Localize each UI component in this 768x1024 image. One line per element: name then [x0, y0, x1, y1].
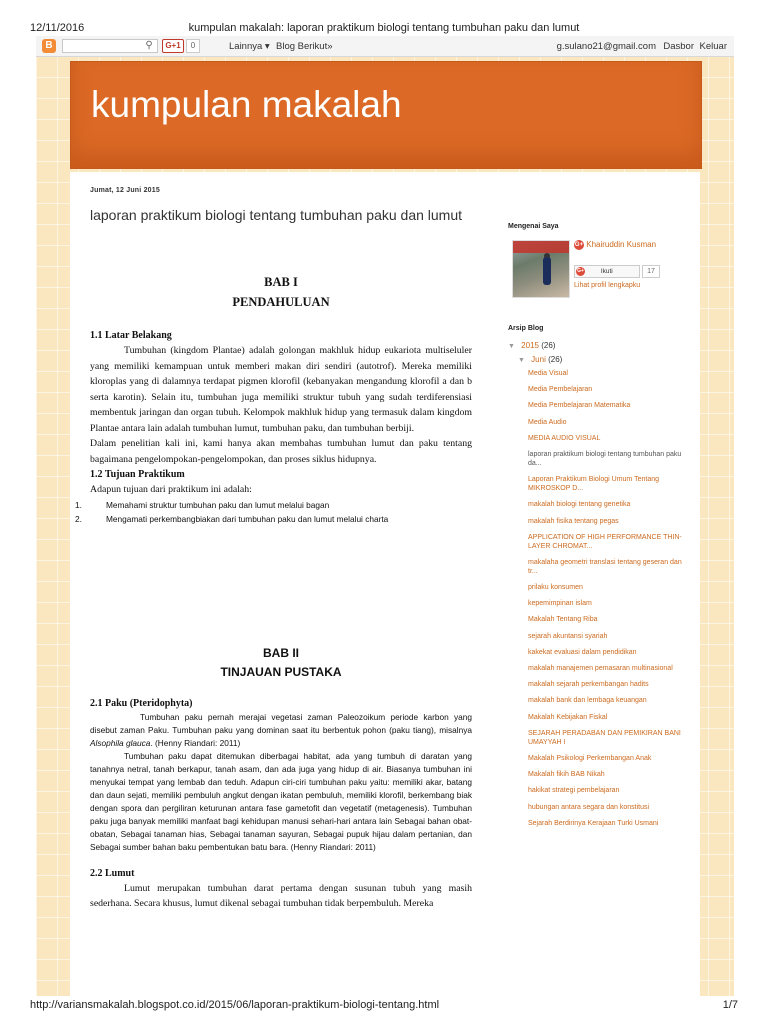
archive-post-link[interactable]: Makalah Tentang Riba	[528, 616, 598, 624]
archive-post-link[interactable]: Makalah fikih BAB Nikah	[528, 771, 605, 779]
print-header	[0, 0, 768, 36]
chapter-heading: BAB II	[263, 645, 299, 660]
blog-title[interactable]: kumpulan makalah	[91, 84, 402, 125]
follower-count: 17	[642, 265, 660, 278]
list-item: 1. Memahami struktur tumbuhan paku dan lumut melalui bagan	[75, 499, 330, 510]
archive-post-link[interactable]: Media Pembelajaran Matematika	[528, 402, 631, 410]
archive-post-link[interactable]: prilaku konsumen	[528, 584, 583, 592]
archive-post-link[interactable]: MEDIA AUDIO VISUAL	[528, 434, 601, 442]
paragraph: Dalam penelitian kali ini, kami hanya akan membahas tumbuhan lumut dan paku tentang bagaimana pengelompokan-pengelompokan, dan proses siklus hidupnya.	[90, 438, 472, 465]
print-footer	[0, 994, 768, 1024]
archive-post-link[interactable]: makalah manajemen pemasaran multinasional	[528, 665, 673, 672]
list-item: 2. Mengamati perkembangbiakan dari tumbuhan paku dan lumut melalui charta	[75, 513, 389, 524]
gplus-icon: G+	[574, 242, 584, 248]
blogger-navbar	[36, 36, 734, 57]
account-email[interactable]: g.sulano21@gmail.com	[556, 41, 656, 52]
archive-post-link[interactable]: hakikat strategi pembelajaran	[528, 787, 620, 795]
dashboard-link[interactable]: Dasbor	[663, 41, 694, 52]
paragraph: Tumbuhan (kingdom Plantae) adalah golongan makhluk hidup eukariota multiseluler yang memiliki kemampuan untuk memberi makan diri sendiri (autotrof). Mereka memiliki kloroplas yang di dalamnya terdapat pigmen klorofil (kebanyakan mengandung klorofil a dan b serta karotin). Selain itu, tumbuhan juga memiliki struktur tubuh yang sudah terdiferensiasi membentuk jaringan dan organ tubuh. Kelompok makhluk hidup yang termasuk dalam kingdom Plantae antara lain adalah tumbuhan lumut, tumbuhan paku, dan tumbuhan berbiji.	[90, 345, 472, 434]
archive-post-link[interactable]: Makalah Kebijakan Fiskal	[528, 713, 608, 721]
archive-post-link[interactable]: Media Pembelajaran	[528, 386, 593, 394]
post-date: Jumat, 12 Juni 2015	[90, 187, 160, 194]
archive-post-link[interactable]: hubungan antara segara dan konstitusi	[528, 803, 650, 811]
archive-post-link[interactable]: kakekat evaluasi dalam pendidikan	[528, 648, 637, 656]
toggle-down-icon[interactable]: ▼	[518, 357, 525, 364]
archive-post-link[interactable]: Laporan Praktikum Biologi Umum Tentang MIKROSKOP D...	[528, 476, 659, 493]
archive-post-link[interactable]: sejarah akuntansi syariah	[528, 632, 608, 640]
chapter-title: PENDAHULUAN	[232, 295, 330, 309]
archive-post-link[interactable]: kepemimpinan islam	[528, 600, 592, 608]
follow-button[interactable]: G+ Ikuti	[574, 265, 640, 278]
gplus-icon: G+	[577, 267, 584, 274]
print-date: 12/11/2016	[30, 22, 85, 34]
gplus-count: 0	[186, 39, 200, 53]
gplus-one-button[interactable]: G+1	[162, 39, 184, 53]
archive-post-link[interactable]: makalah fisika tentang pegas	[528, 517, 619, 525]
archive-post-link-current[interactable]: laporan praktikum biologi tentang tumbuhan paku da...	[528, 450, 682, 467]
page-number: 1/7	[722, 999, 738, 1011]
post-body	[75, 272, 472, 912]
view-profile-link[interactable]: Lihat profil lengkapku	[574, 282, 641, 289]
print-title: kumpulan makalah: laporan praktikum biologi tentang tumbuhan paku dan lumut	[188, 22, 580, 34]
paragraph: Tumbuhan paku dapat ditemukan diberbagai habitat, ada yang tumbuh di daratan yang tanahnya netral, tanah berkapur, tanah asam, dan ada juga yang hidup di air. Biasanya tumbuhan ini menyukai tempat yang lembab dan teduh. Adapun ciri-ciri tumbuhan paku yaitu: memiliki akar, batang dan daun sejati, memiliki pembuluh angkut dengan ikatan pembuluh, memiliki klorofil, berkembang biak dengan spora dan pergiliran keturunan antara fase gametofit dan vegetatif (metagenesis). Tumbuhan paku juga banyak memiliki manfaat bagi kehidupan manusi sehari-hari antara lain Sebagai bahan obat-obatan, Sebagai tanaman hias, Sebagai tanaman sayuran, Sebagai pupuk hijau dalam pertanian, dan Sebagai sumber bahan baku pembentukan batu bara. (Henny Riandari: 2011)	[90, 750, 472, 852]
search-icon[interactable]: ⚲	[145, 40, 153, 51]
more-menu[interactable]: Lainnya ▾	[229, 41, 270, 52]
profile-photo[interactable]	[512, 240, 570, 298]
section-heading: 1.2 Tujuan Praktikum	[90, 469, 185, 480]
archive-month[interactable]: ▼ Juni (26)	[518, 355, 563, 364]
chapter-title: TINJAUAN PUSTAKA	[220, 664, 342, 679]
about-heading: Mengenai Saya	[508, 223, 559, 230]
archive-list	[508, 369, 688, 835]
archive-post-link[interactable]: makalah biologi tentang genetika	[528, 501, 631, 509]
archive-heading: Arsip Blog	[508, 325, 544, 332]
archive-post-link[interactable]: Media Visual	[528, 370, 568, 377]
archive-post-link[interactable]: makalah sejarah perkembangan hadits	[528, 681, 649, 689]
print-url: http://variansmakalah.blogspot.co.id/2015/06/laporan-praktikum-biologi-tentang.html	[30, 999, 440, 1011]
blog-frame	[36, 36, 734, 996]
archive-post-link[interactable]: APPLICATION OF HIGH PERFORMANCE THIN-LAYER CHROMAT...	[528, 533, 682, 550]
archive-post-link[interactable]: makalah bank dan lembaga keuangan	[528, 697, 647, 705]
paragraph: Lumut merupakan tumbuhan darat pertama dengan susunan tubuh yang masih sederhana. Secara khusus, lumut dikenal sebagai tumbuhan tidak berpembuluh. Mereka	[90, 882, 472, 909]
logout-link[interactable]: Keluar	[699, 41, 727, 52]
section-heading: 2.1 Paku (Pteridophyta)	[90, 697, 193, 709]
archive-post-link[interactable]: Makalah Psikologi Perkembangan Anak	[528, 754, 652, 762]
content-area	[70, 172, 700, 996]
toggle-down-icon[interactable]: ▼	[508, 343, 515, 350]
blog-header	[70, 61, 702, 169]
post-title: laporan praktikum biologi tentang tumbuhan paku dan lumut	[90, 207, 463, 223]
paragraph: Tumbuhan paku pernah merajai vegetasi zaman Paleozoikum periode karbon yang disebut zaman Paku. Tumbuhan paku yang dominan saat itu berbentuk pohon (paku tiang), misalnya Alsophila glauca. (Henny Riandari: 2011)	[90, 711, 472, 748]
archive-post-link[interactable]: Sejarah Berdirinya Kerajaan Turki Usmani	[528, 819, 659, 827]
archive-post-link[interactable]: SEJARAH PERADABAN DAN PEMIKIRAN BANI UMAYYAH I	[528, 729, 681, 746]
archive-post-link[interactable]: Media Audio	[528, 418, 567, 426]
section-heading: 1.1 Latar Belakang	[90, 330, 172, 341]
chapter-heading: BAB I	[264, 275, 298, 289]
paragraph: Adapun tujuan dari praktikum ini adalah:	[90, 484, 252, 495]
objective-list	[75, 498, 472, 526]
next-blog-link[interactable]: Blog Berikut»	[276, 41, 333, 52]
section-heading: 2.2 Lumut	[90, 867, 135, 879]
profile-name-link[interactable]: G+ Khairuddin Kusman	[574, 240, 657, 250]
blogger-logo-icon[interactable]: B	[42, 39, 56, 53]
archive-year[interactable]: ▼ 2015 (26)	[508, 341, 556, 350]
archive-post-link[interactable]: makalaha geometri translasi tentang geseran dan tr...	[528, 558, 682, 575]
